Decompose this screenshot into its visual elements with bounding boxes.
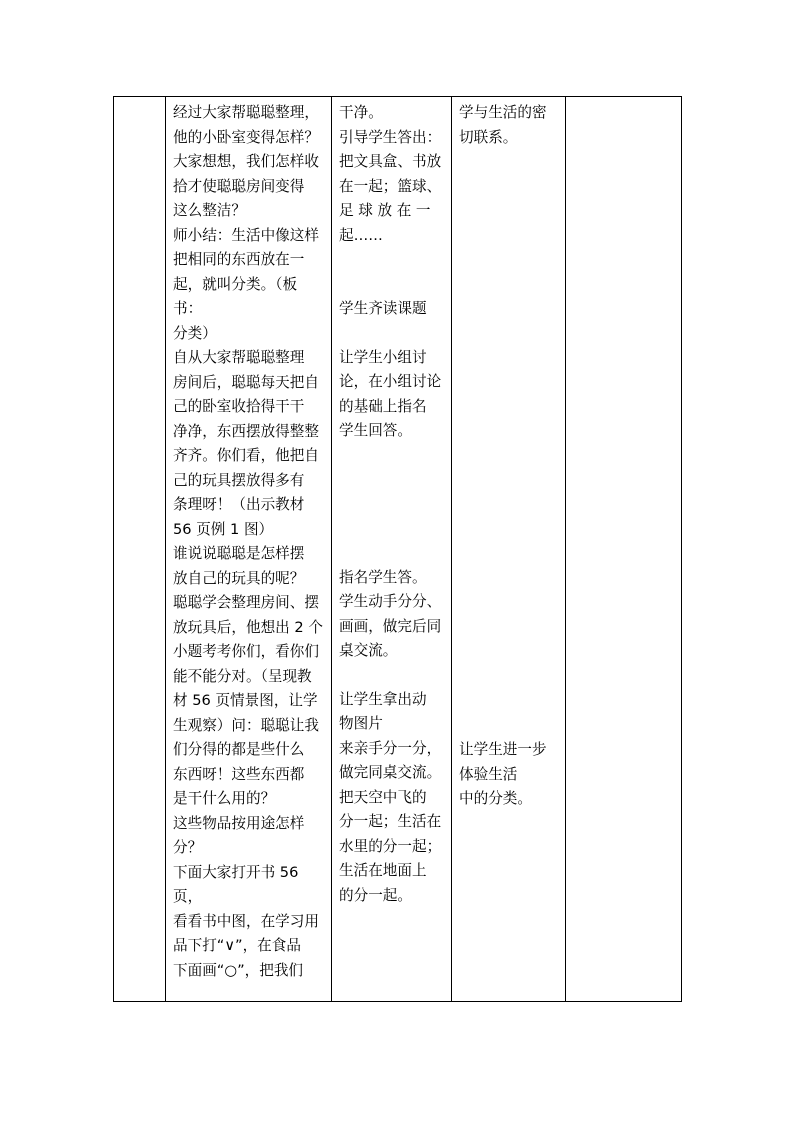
text-line: 来亲手分一分， bbox=[339, 739, 442, 757]
text-line: 把相同的东西放在一 bbox=[173, 251, 305, 268]
text-line: 们分得的都是些什么 bbox=[173, 741, 305, 758]
cell-design-intent bbox=[452, 97, 566, 1002]
text-line: 材 56 页情景图，让学 bbox=[173, 692, 318, 709]
text-line: 品下打“∨”，在食品 bbox=[173, 937, 301, 954]
text-line: 分一起；生活在 bbox=[339, 813, 442, 830]
text-line: 下面画“○”，把我们 bbox=[173, 961, 304, 979]
text-line: 体验生活 bbox=[459, 765, 518, 783]
text-line: 生观察）问：聪聪让我 bbox=[173, 716, 319, 734]
text-line: 师小结：生活中像这样 bbox=[173, 226, 319, 244]
text-line: 起…… bbox=[339, 226, 383, 244]
text-line: 谁说说聪聪是怎样摆 bbox=[173, 545, 305, 562]
text-line: 这些物品按用途怎样 bbox=[173, 814, 305, 832]
text-line: 聪聪学会整理房间、摆 bbox=[173, 594, 319, 611]
text-line: 齐齐。你们看，他把自 bbox=[173, 447, 319, 464]
text-line: 放玩具后，他想出 2 个 bbox=[173, 618, 323, 636]
text-line: 净净，东西摆放得整整 bbox=[173, 422, 319, 440]
text-line: 做完同桌交流。 bbox=[339, 764, 442, 781]
text-line: 自从大家帮聪聪整理 bbox=[173, 349, 305, 366]
text-line: 论，在小组讨论 bbox=[339, 373, 442, 390]
text-line: 物图片 bbox=[339, 715, 383, 732]
text-line: 学生齐读课题 bbox=[339, 300, 427, 317]
spacer bbox=[339, 322, 445, 346]
cell-teacher-activity bbox=[166, 97, 332, 1002]
text-line: 引导学生答出： bbox=[339, 128, 442, 146]
text-line: 是干什么用的？ bbox=[173, 790, 276, 807]
text-line: 水里的分一起； bbox=[339, 837, 442, 855]
text-line: 己的卧室收拾得干干 bbox=[173, 398, 305, 415]
spacer bbox=[339, 664, 445, 688]
text-line: 指名学生答。 bbox=[339, 568, 427, 586]
spacer bbox=[339, 248, 445, 297]
text-line: 学与生活的密 bbox=[459, 104, 547, 121]
text-line: 能不能分对。（呈现教 bbox=[173, 667, 312, 685]
lesson-plan-table bbox=[113, 96, 682, 1002]
text-line: 的分一起。 bbox=[339, 886, 412, 904]
cell-student-activity bbox=[332, 97, 452, 1002]
text-line: 干净。 bbox=[339, 104, 383, 121]
table-row bbox=[114, 97, 682, 1002]
text-line: 他的小卧室变得怎样？ bbox=[173, 128, 319, 146]
text-line: 中的分类。 bbox=[459, 790, 532, 807]
text-line: 下面大家打开书 56 页， bbox=[173, 863, 299, 905]
text-line: 分？ bbox=[173, 839, 203, 856]
text-line: 拾才使聪聪房间变得 bbox=[173, 177, 305, 195]
text-line: 条理呀！（出示教材 bbox=[173, 496, 305, 513]
text-line: 放自己的玩具的呢？ bbox=[173, 569, 305, 587]
text-line: 足 球 放 在 一 bbox=[339, 202, 431, 219]
text-line: 在一起；篮球、 bbox=[339, 177, 442, 195]
text-line: 生活在地面上 bbox=[339, 862, 427, 879]
text-line: 桌交流。 bbox=[339, 642, 398, 659]
text-line: 把文具盒、书放 bbox=[339, 153, 442, 170]
text-line: 切联系。 bbox=[459, 128, 518, 146]
cell-col1 bbox=[114, 97, 166, 1002]
text-line: 让学生拿出动 bbox=[339, 690, 427, 708]
text-line: 让学生小组讨 bbox=[339, 348, 427, 366]
text-line: 经过大家帮聪聪整理， bbox=[173, 104, 319, 121]
text-line: 房间后，聪聪每天把自 bbox=[173, 373, 319, 391]
text-line: 小题考考你们，看你们 bbox=[173, 643, 319, 660]
text-line: 看看书中图，在学习用 bbox=[173, 912, 319, 930]
text-line: 把天空中飞的 bbox=[339, 788, 427, 806]
text-line: 画画，做完后同 bbox=[339, 617, 442, 635]
text-line: 这么整洁？ bbox=[173, 202, 246, 219]
text-line: 学生动手分分、 bbox=[339, 593, 442, 610]
text-line: 的基础上指名 bbox=[339, 397, 427, 415]
text-line: 56 页例 1 图） bbox=[173, 520, 274, 538]
text-line: 东西呀！这些东西都 bbox=[173, 765, 305, 783]
spacer bbox=[339, 444, 445, 566]
text-line: 大家想想，我们怎样收 bbox=[173, 153, 319, 170]
text-line: 己的玩具摆放得多有 bbox=[173, 471, 305, 489]
text-line: 让学生进一步 bbox=[459, 741, 547, 758]
text-line: 分类） bbox=[173, 324, 217, 342]
text-line: 起，就叫分类。（板书： bbox=[173, 275, 298, 317]
spacer bbox=[459, 150, 559, 738]
text-line: 学生回答。 bbox=[339, 422, 412, 439]
cell-col5 bbox=[566, 97, 682, 1002]
